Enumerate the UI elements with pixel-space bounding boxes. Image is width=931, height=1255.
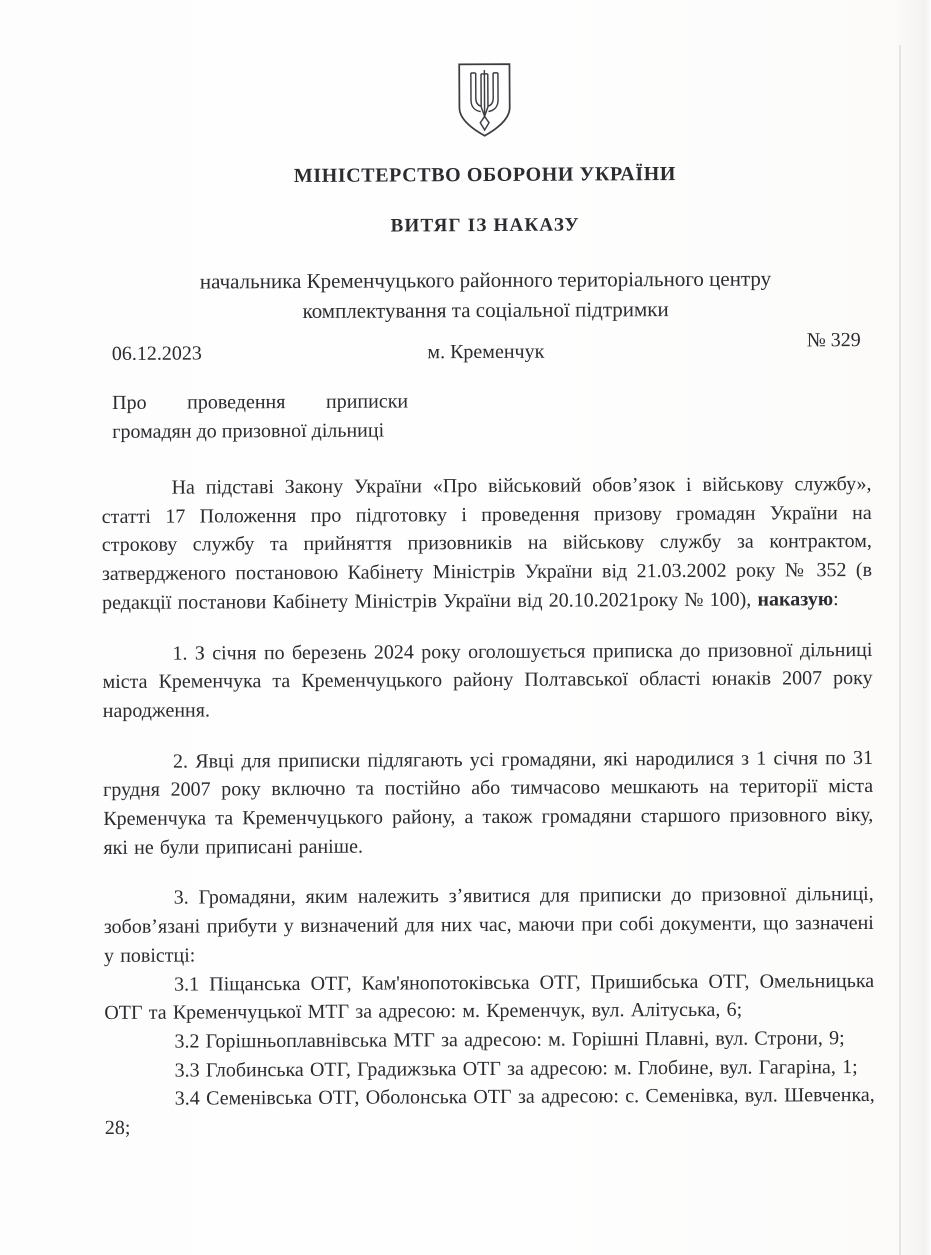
order-subitem-3-3: 3.3 Глобинська ОТГ, Градижзька ОТГ за адресою: м. Глобине, вул. Гагаріна, 1; bbox=[174, 1055, 858, 1082]
subject-block bbox=[112, 387, 408, 447]
document-content bbox=[99, 0, 875, 1143]
order-subitem-3-1: 3.1 Піщанська ОТГ, Кам'янопотоківська ОТГ, Пришибська ОТГ, Омельницька ОТГ та Кременчуцької МТГ за адресою: м. Кременчук, вул. Алітуська, 6; bbox=[104, 969, 875, 1025]
document-place: м. Кременчук bbox=[427, 340, 545, 364]
document-date: 06.12.2023 bbox=[111, 342, 202, 365]
trident-coat-of-arms-svg bbox=[455, 61, 513, 139]
preamble-bold-word: наказую bbox=[757, 587, 834, 611]
issuer-line-1: начальника Кременчуцького районного територіального центру bbox=[199, 266, 772, 294]
trident-coat-of-arms-icon bbox=[453, 60, 515, 140]
order-subitem-3-2: 3.2 Горішньоплавнівська МТГ за адресою: м. Горішні Плавні, вул. Строни, 9; bbox=[174, 1027, 845, 1053]
preamble-paragraph bbox=[101, 470, 872, 618]
order-item-2: 2. Явці для приписки підлягають усі громадяни, які народилися з 1 січня по 31 грудня 2007 року включно та постійно або тимчасово мешкають на території міста Кременчука та Кременчуцького району, а також громадяни старшого призовного віку, які не були приписані раніше. bbox=[103, 746, 874, 859]
preamble-tail: : bbox=[833, 587, 839, 610]
order-item-3: 3. Громадяни, яким належить з’явитися для приписки до призовної дільниці, зобов’язані прибути у визначений для них час, маючи при собі документи, що зазначені у повістці: bbox=[103, 883, 874, 967]
order-item-1: 1. З січня по березень 2024 року оголошується приписка до призовної дільниці міста Кременчука та Кременчуцького району Полтавської області юнаків 2007 року народження. bbox=[102, 638, 873, 722]
document-body bbox=[101, 470, 874, 1143]
issuer-lines bbox=[100, 263, 870, 327]
subject-line-1: Про проведення приписки bbox=[112, 390, 409, 414]
document-type-title: ВИТЯГ ІЗ НАКАЗУ bbox=[390, 214, 580, 237]
order-subitem-3-4: 3.4 Семенівська ОТГ, Оболонська ОТГ за адресою: с. Семенівка, вул. Шевченка, 28; bbox=[104, 1084, 875, 1140]
subject-line-2: громадян до призовної дільниці bbox=[112, 419, 385, 443]
issuer-line-2: комплектування та соціальної підтримки bbox=[302, 297, 669, 323]
ministry-title: МІНІСТЕРСТВО ОБОРОНИ УКРАЇНИ bbox=[293, 162, 677, 187]
meta-row bbox=[101, 329, 871, 373]
preamble-text: На підставі Закону України «Про військовий обов’язок і військову службу», статті 17 Положення про підготовку і проведення призову громадян України на строкову службу та прийняття призовників на військову службу за контрактом, затвердженого постановою Кабінету Міністрів України від 21.03.2002 року № 352 (в редакції постанови Кабінету Міністрів України від 20.10.2021року № 100), bbox=[101, 472, 873, 614]
document-number: № 329 bbox=[806, 329, 861, 352]
